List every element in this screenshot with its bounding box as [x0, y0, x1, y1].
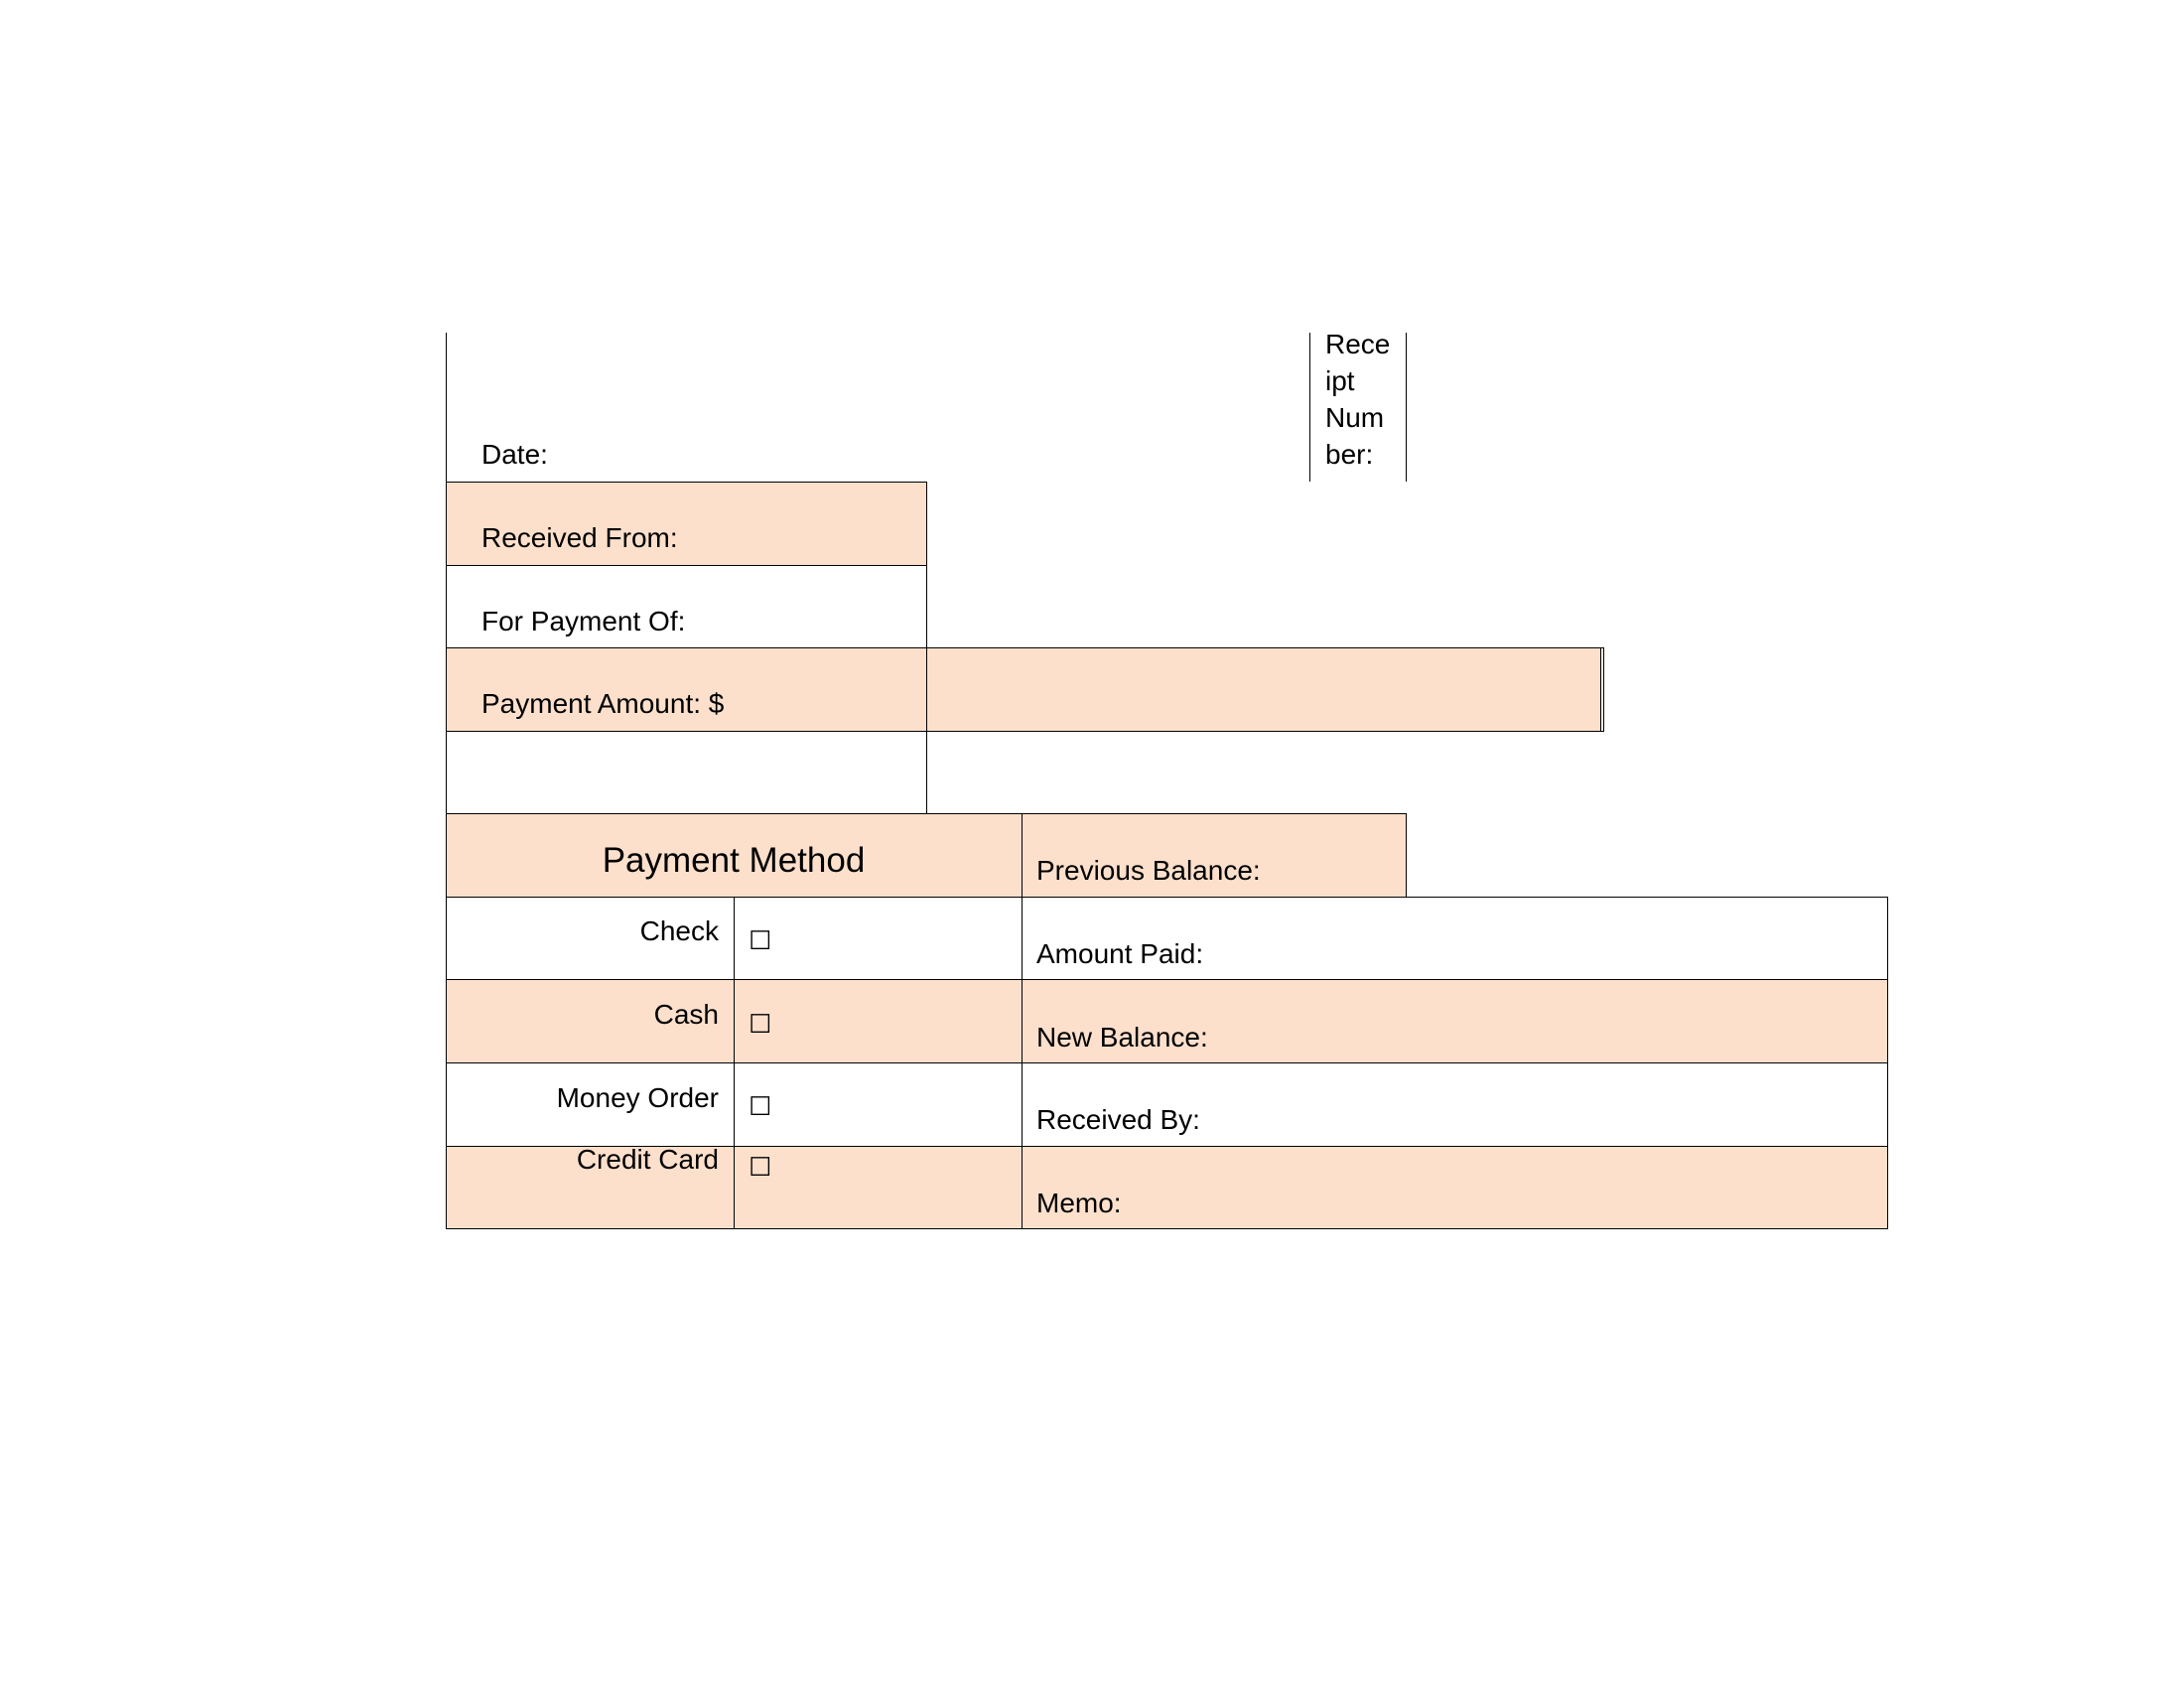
receipt-number-line: Rece — [1325, 329, 1391, 359]
check-checkbox[interactable]: ☐ — [749, 925, 772, 955]
payment-amount-bottom-line — [446, 731, 1604, 732]
for-payment-of-label: For Payment Of: — [481, 606, 686, 636]
table-top-line — [446, 897, 1888, 898]
receipt-number-label — [1325, 326, 1405, 473]
date-label: Date: — [481, 439, 548, 470]
money-order-label: Money Order — [556, 1082, 719, 1113]
payment-amount-top-line — [446, 647, 1604, 648]
new-balance-label: New Balance: — [1036, 1022, 1208, 1053]
received-by-label: Received By: — [1036, 1104, 1200, 1135]
payment-amount-label: Payment Amount: $ — [481, 688, 725, 719]
memo-label: Memo: — [1036, 1188, 1122, 1218]
credit-card-checkbox[interactable]: ☐ — [749, 1152, 772, 1182]
received-from-bottom-line — [446, 565, 927, 566]
credit-card-label: Credit Card — [576, 1144, 719, 1175]
payment-method-top-line — [446, 813, 1407, 814]
payment-amount-right-border — [1600, 648, 1601, 731]
receipt-left-border — [1309, 333, 1310, 482]
amount-paid-label: Amount Paid: — [1036, 938, 1204, 969]
summary-column-divider — [1022, 814, 1023, 1229]
check-row-bottom-line — [446, 979, 1888, 980]
payment-method-title: Payment Method — [602, 841, 866, 880]
received-from-label: Received From: — [481, 522, 678, 553]
cash-checkbox[interactable]: ☐ — [749, 1009, 772, 1039]
date-bottom-line — [446, 482, 927, 483]
receipt-number-line: ber: — [1325, 439, 1374, 470]
previous-balance-label: Previous Balance: — [1036, 855, 1261, 886]
previous-balance-right-border — [1406, 814, 1407, 897]
check-label: Check — [639, 915, 719, 946]
cash-row-bottom-line — [446, 1062, 1888, 1063]
cash-label: Cash — [653, 999, 719, 1030]
receipt-number-line: Num — [1325, 402, 1385, 433]
left-column-divider — [926, 483, 927, 814]
receipt-right-border — [1406, 333, 1407, 482]
money-order-checkbox[interactable]: ☐ — [749, 1091, 772, 1121]
table-bottom-line — [446, 1228, 1888, 1229]
receipt-number-line: ipt — [1325, 365, 1355, 396]
payment-amount-right-border-2 — [1603, 648, 1604, 731]
